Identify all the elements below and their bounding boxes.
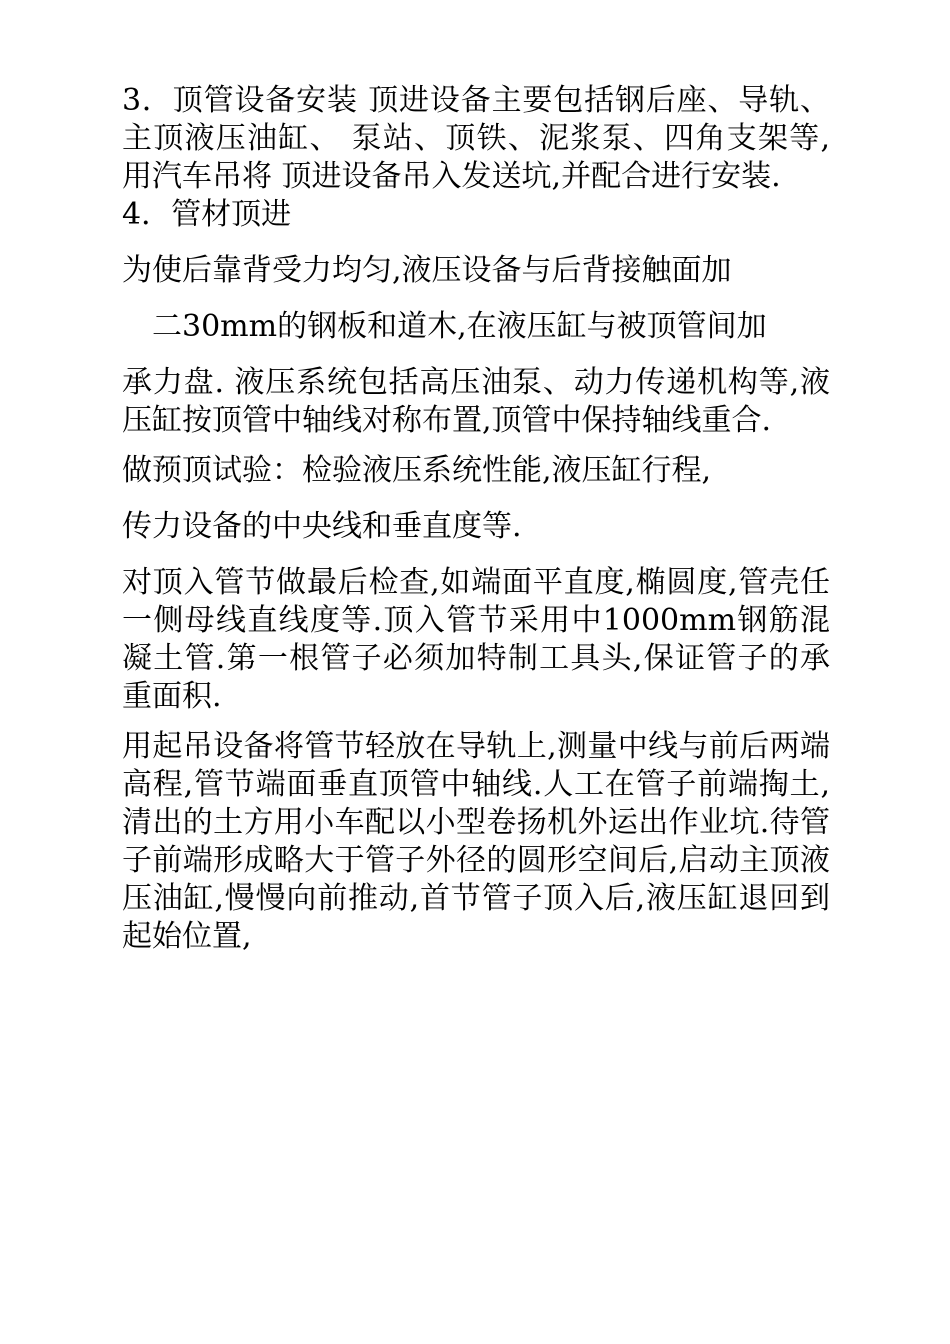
paragraph-hydraulic-system: 承力盘. 液压系统包括高压油泵、动力传递机构等,液压缸按顶管中轴线对称布置,顶管中保持轴线重合. <box>122 365 830 438</box>
paragraph-steel-plate: 二30mm的钢板和道木,在液压缸与被顶管间加 <box>152 309 767 344</box>
paragraph-pre-jacking-test: 做预顶试验：检验液压系统性能,液压缸行程, <box>122 453 712 488</box>
paragraph-backrest: 为使后靠背受力均匀,液压设备与后背接触面加 <box>122 253 732 288</box>
document-page <box>122 82 830 956</box>
paragraph-pipe-inspection: 对顶入管节做最后检查,如端面平直度,椭圆度,管壳任一侧母线直线度等.顶入管节采用中1000mm钢筋混凝土管.第一根管子必须加特制工具头,保证管子的承重面积. <box>122 565 830 714</box>
paragraph-lifting-jacking: 用起吊设备将管节轻放在导轨上,测量中线与前后两端高程,管节端面垂直顶管中轴线.人工在管子前端掏土,清出的土方用小车配以小型卷扬机外运出作业坑.待管子前端形成略大于管子外径的圆形空间后,启动主顶液压油缸,慢慢向前推动,首节管子顶入后,液压缸退回到起始位置, <box>122 729 830 954</box>
paragraph-equipment-install: 3．顶管设备安装 顶进设备主要包括钢后座、导轨、主顶液压油缸、 泵站、顶铁、泥浆泵、四角支架等,用汽车吊将 顶进设备吊入发送坑,并配合进行安装. <box>122 83 830 194</box>
heading-pipe-jacking: 4．管材顶进 <box>122 197 292 232</box>
paragraph-transmission-check: 传力设备的中央线和垂直度等. <box>122 509 522 544</box>
